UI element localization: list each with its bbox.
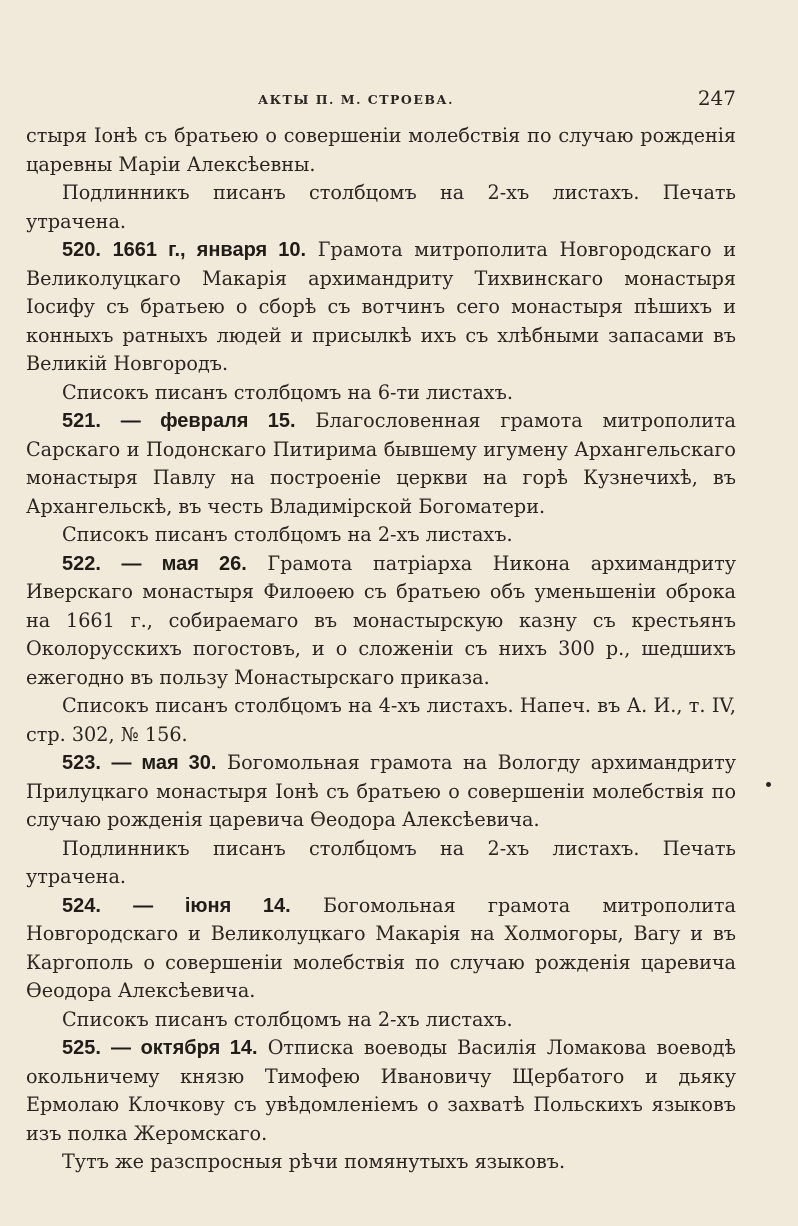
- paragraph: [26, 892, 736, 1006]
- paragraph-text: Богомольная грамота на Вологду архимандриту Прилуцкаго монастыря Іонѣ съ братьею о совершеніи молебствія по случаю рожденія царевича Ѳеодора Алексѣевича.: [26, 751, 736, 831]
- paragraph: [26, 521, 736, 550]
- paragraph-text: Отписка воеводы Василія Ломакова воеводѣ окольничему князю Тимофею Ивановичу Щербатого и дьяку Ермолаю Клочкову съ увѣдомленіемъ о захватѣ Польскихъ языковъ изъ полка Жеромскаго.: [26, 1036, 736, 1145]
- entry-date: — февраля 15.: [120, 410, 296, 432]
- entry-date: — мая 26.: [121, 552, 247, 575]
- paragraph-text: Подлинникъ писанъ столбцомъ на 2-хъ листахъ. Печать утрачена.: [26, 181, 736, 233]
- page-header: [26, 78, 736, 122]
- paragraph: [26, 236, 736, 379]
- entry-date: — іюня 14.: [133, 894, 291, 917]
- paragraph-text: Грамота митрополита Новгородскаго и Великолуцкаго Макарія архимандриту Тихвинскаго монастыря Іосифу съ братьею о сборѣ съ вотчинъ сего монастыря пѣшихъ и конныхъ ратныхъ людей и присылкѣ ихъ съ хлѣбными запасами въ Великій Новгородъ.: [26, 238, 736, 375]
- running-title: АКТЫ П. М. СТРОЕВА.: [258, 92, 454, 107]
- paragraph-text: Грамота патріарха Никона архимандриту Иверскаго монастыря Филоѳею съ братьею объ уменьшеніи оброка на 1661 г., собираемаго въ монастырскую казну съ крестьянъ Околорусскихъ погостовъ, и о сложеніи съ нихъ 300 р., шедшихъ ежегодно въ пользу Монастырскаго приказа.: [26, 551, 736, 689]
- paragraph-text: Богомольная грамота митрополита Новгородскаго и Великолуцкаго Макарія на Холмогоры, Вагу и въ Каргополь о совершеніи молебствія по случаю рожденія царевича Ѳеодора Алексѣевича.: [26, 893, 736, 1002]
- paragraph-text: Списокъ писанъ столбцомъ на 2-хъ листахъ.: [62, 523, 513, 546]
- paragraph: [26, 835, 736, 892]
- paragraph: [26, 1034, 736, 1148]
- paragraph: [26, 692, 736, 749]
- paragraph: [26, 550, 736, 693]
- entry-number: 521.: [62, 410, 101, 432]
- entry-number: 524.: [62, 894, 101, 917]
- entry-number: 523.: [62, 752, 101, 774]
- paragraph-text: Подлинникъ писанъ столбцомъ на 2-хъ листахъ. Печать утрачена.: [26, 836, 736, 888]
- paragraph: [26, 179, 736, 236]
- entry-date: 1661 г., января 10.: [112, 239, 307, 261]
- paragraph-text: стыря Іонѣ съ братьею о совершеніи молебствія по случаю рожденія царевны Маріи Алексѣевны.: [26, 124, 736, 176]
- paragraph: [26, 1148, 736, 1177]
- paragraph: [26, 122, 736, 179]
- paragraph-text: Списокъ писанъ столбцомъ на 6-ти листахъ.: [62, 380, 513, 404]
- paragraph: [26, 379, 736, 408]
- paragraph-text: Тутъ же разспросныя рѣчи помянутыхъ языковъ.: [62, 1150, 566, 1173]
- paragraph: [26, 749, 736, 835]
- entry-number: 520.: [62, 239, 101, 261]
- entry-date: — мая 30.: [111, 752, 217, 774]
- entry-number: 525.: [62, 1037, 101, 1059]
- page-body: [26, 122, 736, 1177]
- print-speck: [766, 782, 771, 787]
- page-number: 247: [697, 86, 736, 110]
- paragraph-text: Благословенная грамота митрополита Сарскаго и Подонскаго Питирима бывшему игумену Архангельскаго монастыря Павлу на построеніе церкви на горѣ Кузнечихѣ, въ Архангельскѣ, въ честь Владимірской Богоматери.: [26, 409, 736, 518]
- entry-number: 522.: [62, 552, 101, 575]
- entry-date: — октября 14.: [111, 1037, 258, 1059]
- paragraph: [26, 1006, 736, 1035]
- paragraph-text: Списокъ писанъ столбцомъ на 4-хъ листахъ. Напеч. въ А. И., т. IV, стр. 302, № 156.: [26, 694, 736, 746]
- paragraph-text: Списокъ писанъ столбцомъ на 2-хъ листахъ.: [62, 1007, 513, 1031]
- paragraph: [26, 407, 736, 521]
